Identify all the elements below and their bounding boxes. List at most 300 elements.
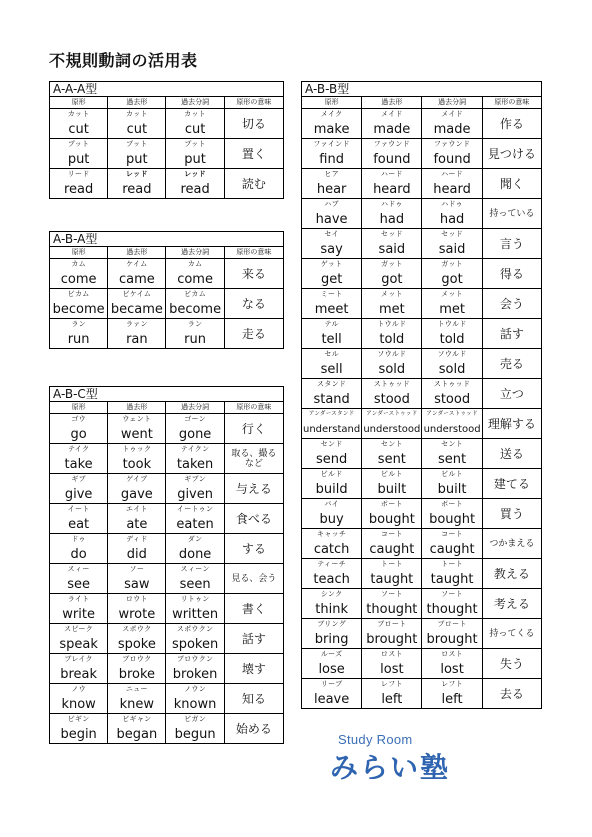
verb-cell [50,534,108,564]
verb-form: write [62,607,95,622]
verb-form: begin [60,727,97,742]
verb-row [302,409,542,439]
verb-form: taught [430,572,474,587]
katakana-reading: ブロート [377,620,407,628]
verb-cell [166,444,224,474]
katakana-reading: ティーチ [317,560,346,568]
section-title-row [302,82,542,97]
verb-cell [50,684,108,714]
verb-form: lost [440,662,464,677]
verb-cell [50,594,108,624]
katakana-reading: ビギャン [122,715,152,723]
section-title: A-A-A型 [50,82,284,97]
katakana-reading: レッド [184,170,206,178]
verb-cell [302,319,362,349]
katakana-reading: ノウ [71,685,86,693]
meaning-cell [482,649,541,679]
meaning-text: 言う [499,236,524,251]
verb-form: teach [313,572,350,587]
katakana-reading: アンダーストゥッド [366,411,418,417]
verb-cell [50,504,108,534]
verb-form: left [381,692,403,707]
katakana-reading: ラン [71,320,86,328]
verb-cell [422,289,482,319]
katakana-reading: ファインド [313,140,350,148]
katakana-reading: ゴーン [184,415,206,423]
katakana-reading: トウルド [377,320,407,328]
katakana-reading: メイク [320,110,343,118]
verb-form: brought [426,632,478,647]
katakana-reading: プット [67,140,90,148]
katakana-reading: コート [441,530,464,538]
verb-form: become [169,302,222,317]
column-header: 原形の意味 [482,97,541,109]
meaning-cell [224,654,283,684]
verb-form: bring [314,632,349,647]
verb-form: cut [68,122,89,137]
verb-row [302,439,542,469]
katakana-reading: ストゥッド [433,380,471,388]
verb-cell [108,414,166,444]
meaning-cell [482,109,541,139]
katakana-reading: ソウルド [377,350,407,358]
verb-cell [422,619,482,649]
meaning-text: 聞く [499,176,524,191]
meaning-text: する [241,541,266,556]
katakana-reading: メット [441,290,464,298]
verb-form: have [315,212,348,227]
katakana-reading: ニュー [125,685,148,693]
verb-cell [362,679,422,709]
katakana-reading: アンダースタンド [308,411,355,417]
verb-form: wrote [118,607,156,622]
katakana-reading: スィー [67,565,90,573]
meaning-cell [224,474,283,504]
meaning-cell [482,379,541,409]
verb-form: did [126,547,147,562]
verb-form: lose [318,662,345,677]
verb-cell [302,379,362,409]
meaning-cell [224,444,283,474]
katakana-reading: ボート [380,500,403,508]
verb-cell [302,619,362,649]
verb-cell [422,589,482,619]
meaning-text: 送る [499,446,524,461]
verb-row [302,619,542,649]
verb-cell [50,564,108,594]
verb-form: see [67,577,90,592]
verb-cell [166,534,224,564]
verb-row [50,109,284,139]
verb-form: said [378,242,406,257]
verb-row [302,169,542,199]
verb-form: become [52,302,105,317]
verb-row [50,474,284,504]
verb-form: brought [366,632,418,647]
verb-cell [362,319,422,349]
meaning-text: つかまえる [489,538,535,549]
verb-row [50,624,284,654]
verb-form: put [184,152,206,167]
verb-cell [422,679,482,709]
verb-cell [108,624,166,654]
verb-form: read [180,182,210,197]
verb-cell [362,199,422,229]
verb-cell [302,289,362,319]
verb-cell [166,594,224,624]
katakana-reading: ロスト [380,650,403,658]
verb-form: written [172,607,219,622]
verb-form: found [373,152,411,167]
verb-row [302,139,542,169]
meaning-text: 持ってくる [489,628,535,639]
verb-row [50,504,284,534]
verb-row [50,564,284,594]
meaning-text: なる [241,296,266,311]
katakana-reading: トゥック [122,445,152,453]
katakana-reading: ガット [441,260,463,268]
verb-row [50,594,284,624]
verb-form: run [184,332,206,347]
katakana-reading: プット [184,140,206,148]
verb-form: buy [319,512,344,527]
meaning-cell [482,589,541,619]
verb-cell [50,714,108,744]
katakana-reading: ロスト [441,650,464,658]
verb-row [302,379,542,409]
table-abc [49,386,284,744]
verb-form: get [320,272,343,287]
verb-form: taught [370,572,414,587]
katakana-reading: ライト [67,595,90,603]
verb-cell [166,414,224,444]
verb-cell [362,109,422,139]
verb-form: had [439,212,465,227]
verb-cell [108,534,166,564]
verb-form: catch [313,542,350,557]
verb-cell [422,529,482,559]
meaning-text: 切る [241,116,266,131]
page-title: 不規則動詞の活用表 [49,51,198,70]
verb-cell [50,139,108,169]
katakana-reading: シンク [320,590,343,598]
verb-cell [166,289,224,319]
katakana-reading: ギブン [184,475,206,483]
verb-form: had [379,212,405,227]
verb-cell [362,349,422,379]
katakana-reading: ビギン [67,715,90,723]
katakana-reading: コート [380,530,403,538]
katakana-reading: セッド [380,230,403,238]
meaning-cell [482,679,541,709]
katakana-reading: トート [441,560,464,568]
verb-row [302,319,542,349]
verb-cell [422,559,482,589]
verb-cell [362,379,422,409]
verb-form: go [70,427,87,442]
katakana-reading: リーブ [320,680,343,688]
verb-form: eat [68,517,90,532]
katakana-reading: ケイム [126,260,148,268]
katakana-reading: レフト [380,680,403,688]
verb-cell [302,109,362,139]
katakana-reading: ビガン [184,715,207,723]
verb-form: saw [124,577,150,592]
verb-row [302,649,542,679]
verb-form: sent [377,452,406,467]
column-header: 原形 [302,97,362,109]
meaning-cell [224,139,283,169]
verb-form: know [61,697,96,712]
verb-cell [302,589,362,619]
verb-form: thought [366,602,418,617]
katakana-reading: スィーン [180,565,210,573]
column-header: 過去分詞 [166,97,224,109]
meaning-cell [224,414,283,444]
meaning-text: 見つける [487,146,536,161]
verb-form: thought [426,602,478,617]
verb-cell [302,199,362,229]
verb-cell [166,474,224,504]
katakana-reading: セイ [324,230,339,238]
verb-cell [302,259,362,289]
verb-cell [362,169,422,199]
verb-cell [50,474,108,504]
verb-row [302,259,542,289]
katakana-reading: スポウク [122,625,152,633]
verb-row [302,679,542,709]
verb-form: understood [363,424,421,435]
katakana-reading: ハドゥ [441,200,463,208]
katakana-reading: スピーク [64,625,94,633]
verb-form: begun [174,727,216,742]
verb-cell [422,349,482,379]
katakana-reading: カット [125,110,148,118]
katakana-reading: レフト [441,680,464,688]
verb-cell [302,499,362,529]
verb-form: heard [433,182,471,197]
katakana-reading: トート [380,560,403,568]
katakana-reading: センド [320,440,343,448]
header-row [302,97,542,109]
verb-form: heard [373,182,411,197]
verb-form: went [120,427,153,442]
katakana-reading: ルーズ [320,650,343,658]
meaning-text: 行く [241,421,266,436]
katakana-reading: カム [187,260,203,268]
verb-cell [108,289,166,319]
section-title-row [50,82,284,97]
meaning-text: 去る [499,686,524,701]
katakana-reading: スタンド [317,380,347,388]
katakana-reading: ビケイム [122,290,152,298]
verb-form: spoken [171,637,219,652]
verb-row [50,534,284,564]
verb-cell [302,409,362,439]
katakana-reading: カム [71,260,86,268]
verb-form: read [63,182,94,197]
verb-cell [362,469,422,499]
verb-cell [422,199,482,229]
meaning-text: 買う [499,506,524,521]
meaning-cell [224,714,283,744]
verb-cell [108,259,166,289]
verb-form: sold [438,362,466,377]
meaning-text: 取る、撮るなど [231,448,277,469]
verb-cell [108,444,166,474]
verb-form: hear [316,182,347,197]
katakana-reading: ブリング [317,620,346,628]
katakana-reading: ファウンド [373,140,411,148]
verb-form: ran [126,332,148,347]
verb-cell [362,559,422,589]
katakana-reading: ソウルド [437,350,467,358]
verb-form: meet [314,302,349,317]
meaning-cell [224,259,283,289]
verb-cell [302,229,362,259]
katakana-reading: ウェント [122,415,152,423]
meaning-cell [224,684,283,714]
logo: みらい塾 [330,751,451,784]
verb-cell [166,169,224,199]
katakana-reading: メット [380,290,403,298]
katakana-reading: ディド [126,535,148,543]
katakana-reading: イートゥン [176,505,214,513]
verb-form: broken [172,667,218,682]
verb-cell [302,559,362,589]
meaning-text: 来る [241,266,266,281]
section-title-row [50,387,284,402]
katakana-reading: ビカム [184,290,207,298]
verb-cell [108,684,166,714]
verb-cell [108,504,166,534]
verb-form: built [437,482,467,497]
katakana-reading: ギブ [71,475,86,483]
verb-cell [166,624,224,654]
verb-form: left [441,692,463,707]
verb-cell [302,439,362,469]
katakana-reading: ファウンド [433,140,471,148]
katakana-reading: リトゥン [180,595,210,603]
meaning-cell [224,534,283,564]
katakana-reading: テル [324,320,339,328]
katakana-reading: バイ [324,500,339,508]
katakana-reading: ハブ [324,200,339,208]
verb-cell [108,319,166,349]
verb-form: find [319,152,344,167]
verb-form: bought [368,512,415,527]
meaning-cell [482,439,541,469]
verb-cell [362,139,422,169]
verb-form: run [67,332,90,347]
header-row [50,97,284,109]
verb-form: caught [369,542,415,557]
verb-form: leave [313,692,350,707]
verb-form: take [64,457,93,472]
katakana-reading: ダン [187,535,203,543]
meaning-text: 会う [499,296,524,311]
verb-cell [50,444,108,474]
verb-form: gone [178,427,212,442]
meaning-cell [482,199,541,229]
katakana-reading: エイト [125,505,148,513]
table-aaa [49,81,284,199]
verb-cell [422,439,482,469]
meaning-text: 壊す [241,661,266,676]
column-header: 過去形 [108,402,166,414]
meaning-text: 作る [499,116,524,131]
verb-row [50,319,284,349]
katakana-reading: ソー [129,565,145,573]
verb-form: build [315,482,348,497]
katakana-reading: ブロウクン [176,655,214,663]
meaning-text: 話す [241,631,266,646]
katakana-reading: ラァン [125,320,148,328]
meaning-cell [224,289,283,319]
katakana-reading: ハドゥ [381,200,403,208]
verb-cell [422,409,482,439]
meaning-text: 食べる [235,511,272,526]
verb-form: sent [438,452,467,467]
verb-row [50,684,284,714]
verb-cell [362,499,422,529]
verb-cell [362,439,422,469]
verb-cell [108,109,166,139]
verb-cell [50,259,108,289]
verb-row [50,139,284,169]
verb-cell [302,169,362,199]
meaning-cell [224,109,283,139]
verb-form: do [70,547,87,562]
meaning-cell [482,139,541,169]
meaning-text: 失う [499,656,524,671]
verb-cell [302,469,362,499]
katakana-reading: ソート [441,590,464,598]
verb-form: told [439,332,465,347]
meaning-cell [482,559,541,589]
verb-form: given [177,487,213,502]
verb-form: come [60,272,97,287]
verb-cell [50,289,108,319]
katakana-reading: ビカム [67,290,90,298]
verb-form: stood [434,392,471,407]
katakana-reading: キャッチ [317,530,347,538]
verb-form: met [378,302,405,317]
verb-form: built [377,482,407,497]
katakana-reading: ストゥッド [373,380,411,388]
verb-form: make [313,122,350,137]
verb-form: done [178,547,212,562]
verb-cell [166,714,224,744]
katakana-reading: ビルト [441,470,464,478]
meaning-text: 得る [499,266,524,281]
verb-cell [302,139,362,169]
verb-cell [422,139,482,169]
meaning-text: 始める [235,721,272,736]
verb-cell [166,259,224,289]
verb-form: broke [118,667,156,682]
verb-form: come [177,272,213,287]
meaning-cell [482,409,541,439]
meaning-text: 走る [241,326,266,341]
katakana-reading: イート [67,505,90,513]
katakana-reading: ミート [320,290,343,298]
section-title: A-B-C型 [50,387,284,402]
katakana-reading: セント [441,440,464,448]
verb-cell [50,654,108,684]
section-title: A-B-A型 [50,232,284,247]
katakana-reading: ハード [380,170,403,178]
